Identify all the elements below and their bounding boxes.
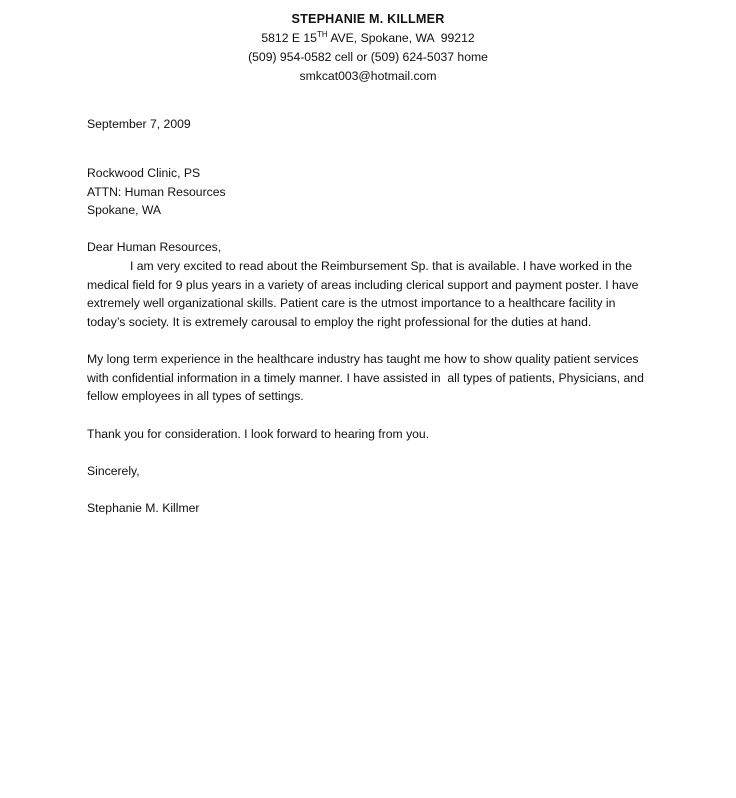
recipient-address bbox=[87, 164, 657, 220]
sender-address-ordinal: TH bbox=[316, 30, 328, 39]
paragraph-line: extremely well organizational skills. Patient care is the utmost importance to a healthcare facility in bbox=[87, 296, 616, 311]
paragraph-line: with confidential information in a timely manner. I have assisted in all types of patients, Physicians, and bbox=[87, 370, 644, 385]
salutation: Dear Human Resources, bbox=[87, 240, 222, 254]
paragraph-line: fellow employees in all types of settings. bbox=[87, 389, 304, 404]
body-paragraph-1 bbox=[87, 257, 657, 331]
sender-phones: (509) 954-0582 cell or (509) 624-5037 home bbox=[248, 50, 488, 64]
recipient-line: ATTN: Human Resources bbox=[87, 184, 226, 199]
closing: Sincerely, bbox=[87, 464, 140, 478]
sender-name: STEPHANIE M. KILLMER bbox=[291, 12, 445, 26]
recipient-line: Rockwood Clinic, PS bbox=[87, 166, 201, 180]
sender-email: smkcat003@hotmail.com bbox=[299, 69, 437, 83]
sender-address-suffix: AVE, Spokane, WA 99212 bbox=[327, 31, 475, 45]
letter-date: September 7, 2009 bbox=[87, 117, 191, 131]
recipient-line: Spokane, WA bbox=[87, 203, 162, 218]
paragraph-line: I am very excited to read about the Reimbursement Sp. that is available. I have worked in the bbox=[130, 259, 632, 273]
body-paragraph-3: Thank you for consideration. I look forward to hearing from you. bbox=[87, 427, 430, 441]
paragraph-line: medical field for 9 plus years in a variety of areas including clerical support and payment poster. I have bbox=[87, 277, 639, 292]
paragraph-line: My long term experience in the healthcare industry has taught me how to show quality patient services bbox=[87, 352, 639, 366]
signature-name: Stephanie M. Killmer bbox=[87, 501, 200, 515]
sender-address bbox=[0, 29, 736, 48]
letterhead bbox=[0, 10, 736, 86]
paragraph-line: today’s society. It is extremely carousal to employ the right professional for the duties at hand. bbox=[87, 314, 592, 329]
sender-address-prefix: 5812 E 15 bbox=[261, 31, 317, 45]
body-paragraph-2 bbox=[87, 350, 657, 406]
